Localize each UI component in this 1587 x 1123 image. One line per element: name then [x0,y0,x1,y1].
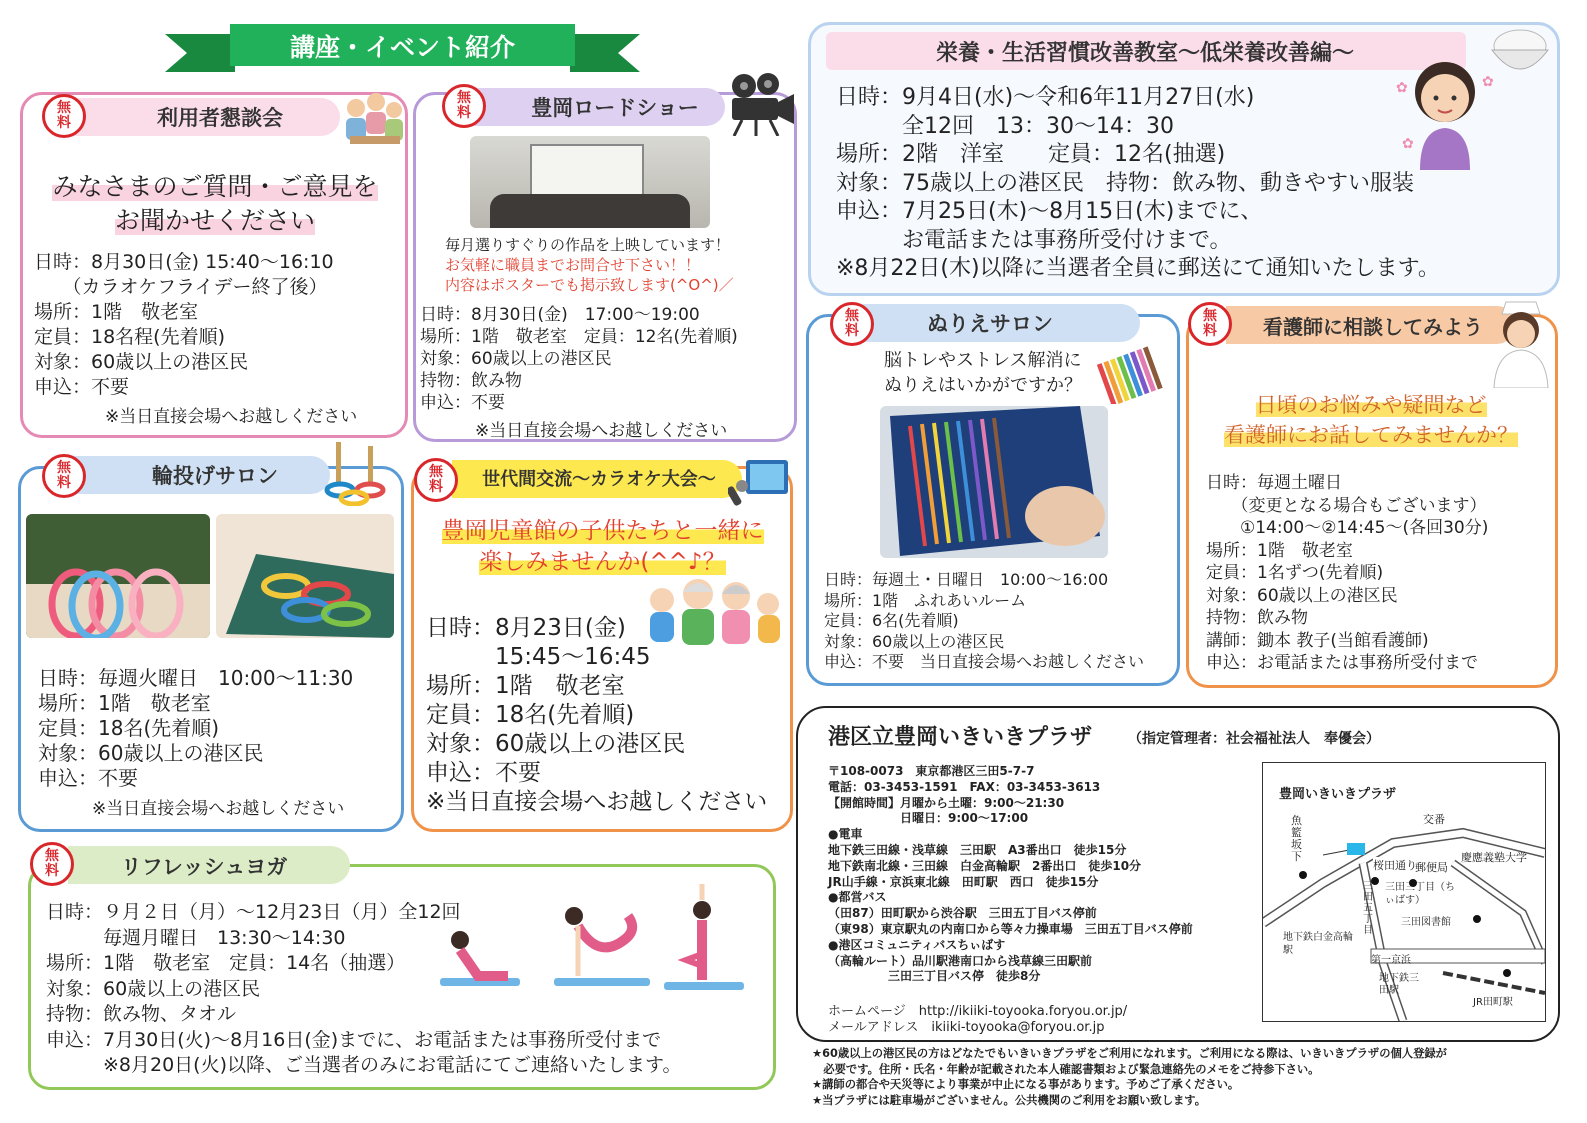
nurie-details: 日時：毎週土・日曜日 10:00～16:00 場所：1階 ふれあいルーム 定員：6名(先着順) 対象：60歳以上の港区民 申込：不要 当日直接会場へお越しください [824,570,1145,671]
roadshow-note: ※当日直接会場へお越しください [475,421,728,441]
map-label-keio: 慶應義塾大学 [1461,851,1527,864]
movie-camera-icon [722,70,798,136]
nutrition-title: 栄養・生活習慣改善教室～低栄養改善編～ [935,41,1354,66]
nurse-details: 日時：毎週土曜日 （変更となる場合もございます） ①14:00～②14:45～(各回30分) 場所：1階 敬老室 定員：1名ずつ(先着順) 対象：60歳以上の港区民 持物：飲み物 講師：鋤本 教子(当館看護師) 申込：お電話または事務所受付まで [1206,473,1489,673]
consult-details: 日時：8月30日(金) 15:40～16:10 （カラオケフライデー終了後） 場所：1階 敬老室 定員：18名程(先着順) 対象：60歳以上の港区民 申込：不要 [34,251,334,398]
map-label-koban: 交番 [1423,813,1445,826]
ring-toss-title: 輪投げサロン [152,464,278,488]
svg-text:✿: ✿ [1396,80,1408,96]
pencil-set-photo [880,406,1108,558]
consult-lead: みなさまのご質問・ご意見を お聞かせください [52,172,378,235]
section-banner [165,24,640,74]
colored-pencils-icon [1096,342,1176,404]
map-label-keihin: 第一京浜 [1371,955,1411,966]
map-label-mita3: 三田三丁目（ちぃばす） [1385,882,1455,906]
roadshow-title: 豊岡ロードショー [531,96,699,120]
ring-toss-photo-2 [216,514,394,638]
nurse-title: 看護師に相談してみよう [1263,315,1483,339]
roadshow-details: 日時：8月30日(金) 17:00～19:00 場所：1階 敬老室 定員：12名(先着順) 対象：60歳以上の港区民 持物：飲み物 申込：不要 [420,305,738,413]
map-label-sakurada: 桜田通り [1373,859,1417,872]
free-badge: 無 料 [830,302,874,346]
facility-access: 〒108-0073 東京都港区三田5-7-7 電話：03-3453-1591 FAX：03-3453-3613 【開館時間】月曜から土曜：9:00～21:30 日曜日：9:00～17:00 ●電車 地下鉄三田線・浅草線 三田駅 A3番出口 徒歩15分 地下鉄南北線・三田線 白金高輪駅 2番出口 徒歩10分 JR山手線・京浜東北線 田町駅 西口 徒歩15分 ●都営バス （田87）田町駅から渋谷駅 三田五丁目バス停前 （東98）東京駅丸の内南口から等々力操車場 三田五丁目バス停前 ●港区コミュニティバスちぃばす （高輪ルート）品川駅港南口から浅草線三田駅前 三田三丁目バス停 徒歩8分 [828,764,1193,984]
nurie-lead: 脳トレやストレス解消に ぬりえはいかがですか？ [884,350,1082,396]
homepage-link[interactable]: ホームページ http://ikiiki-toyooka.foryou.or.jp/ [828,1004,1128,1019]
ring-toss-note: ※当日直接会場へお越しください [92,799,345,819]
email-link[interactable]: メールアドレス ikiiki-toyooka@foryou.or.jp [828,1020,1105,1035]
free-badge: 無 料 [414,458,458,502]
karaoke-lead: 豊岡児童館の子供たちと一緒に 楽しみませんか(^^♪？ [441,518,764,575]
map-label-tamachi: JR田町駅 [1473,997,1513,1008]
screening-photo [470,136,710,228]
karaoke-details: 日時：8月23日(金) 15:45～16:45 場所：1階 敬老室 定員：18名(先着順) 対象：60歳以上の港区民 申込：不要 ※当日直接会場へお越しください [426,615,768,815]
roadshow-msg-2: お気軽に職員までお問合せ下さい！！ [445,256,701,274]
rings-on-pole-image [26,514,210,638]
consult-note: ※当日直接会場へお越しください [105,407,358,427]
facility-name: 港区立豊岡いきいきプラザ [828,725,1093,750]
karaoke-title: 世代間交流～カラオケ大会～ [482,469,716,490]
free-badge: 無 料 [30,842,74,886]
banner-title: 講座・イベント紹介 [289,33,515,62]
free-badge: 無 料 [42,454,86,498]
ring-toss-photo-1 [26,514,210,638]
free-badge: 無 料 [442,84,486,128]
nurse-icon [1484,292,1558,388]
ring-toss-icon [324,440,394,506]
nutrition-details: 日時：9月4日(水)～令和6年11月27日(水) 全12回 13：30～14：30 場所：2階 洋室 定員：12名(抽選) 対象：75歳以上の港区民 持物：飲み物、動きやすい服装 申込：7月25日(木)～8月15日(木)までに、 お電話または事務所受付けまで。 ※8月22日(木)以降に当選者全員に郵送にて通知いたします。 [836,85,1440,281]
access-map [1262,762,1546,1022]
facility-manager: （指定管理者：社会福祉法人 奉優会） [1128,731,1380,747]
people-talking-icon [340,90,406,148]
ring-toss-details: 日時：毎週火曜日 10:00～11:30 場所：1階 敬老室 定員：18名(先着順) 対象：60歳以上の港区民 申込：不要 [38,666,354,790]
consult-title: 利用者懇談会 [157,106,283,130]
map-label-mita5: 三田五丁目 [1363,881,1373,936]
map-label-shirokane: 地下鉄白金高輪駅 [1283,932,1353,956]
karaoke-icon [728,456,792,508]
roadshow-msg-3: 内容はポスターでも掲示致します(^O^)／ [445,276,734,294]
nurse-lead: 日頃のお悩みや疑問など 看護師にお話してみませんか？ [1224,393,1518,447]
svg-text:✿: ✿ [1482,74,1494,90]
svg-text:✿: ✿ [1402,136,1414,152]
yoga-details: 日時：９月２日（月）～12月23日（月）全12回 毎週月曜日 13:30～14:30 場所：1階 敬老室 定員：14名（抽選） 対象：60歳以上の港区民 持物：飲み物、タオル 申込：7月30日(火)～8月16日(金)までに、お電話または事務所受付まで ※8月20日(火)以降、ご当選者のみにお電話にてご連絡いたします。 [46,901,682,1076]
map-label-uoran: 魚籃坂下 [1291,814,1302,863]
yoga-title: リフレッシュヨガ [120,855,288,879]
free-badge: 無 料 [42,94,86,138]
map-label-yubin: 郵便局 [1415,861,1448,874]
map-title: 豊岡いきいきプラザ [1279,787,1397,802]
nurie-title: ぬりえサロン [927,312,1053,336]
free-badge: 無 料 [1188,302,1232,346]
ring-toss-board-image [216,514,394,638]
map-label-tosho: 三田図書館 [1401,917,1451,928]
footnotes: ★60歳以上の港区民の方はどなたでもいきいきプラザをご利用になれます。ご利用になる際は、いきいきプラザの個人登録が 必要です。住所・氏名・年齢が記載された本人確認書類および緊急連絡先のメモをご持参下さい。 ★講師の都合や天災等により事業が中止になる事があります。予めご了承ください。 ★当プラザには駐車場がございません。公共機関のご利用をお願い致します。 [812,1047,1447,1107]
roadshow-msg-1: 毎月選りすぐりの作品を上映しています！ [445,236,731,254]
map-label-mitaeki: 地下鉄三田駅 [1379,973,1419,996]
pencil-box-image [880,406,1108,558]
